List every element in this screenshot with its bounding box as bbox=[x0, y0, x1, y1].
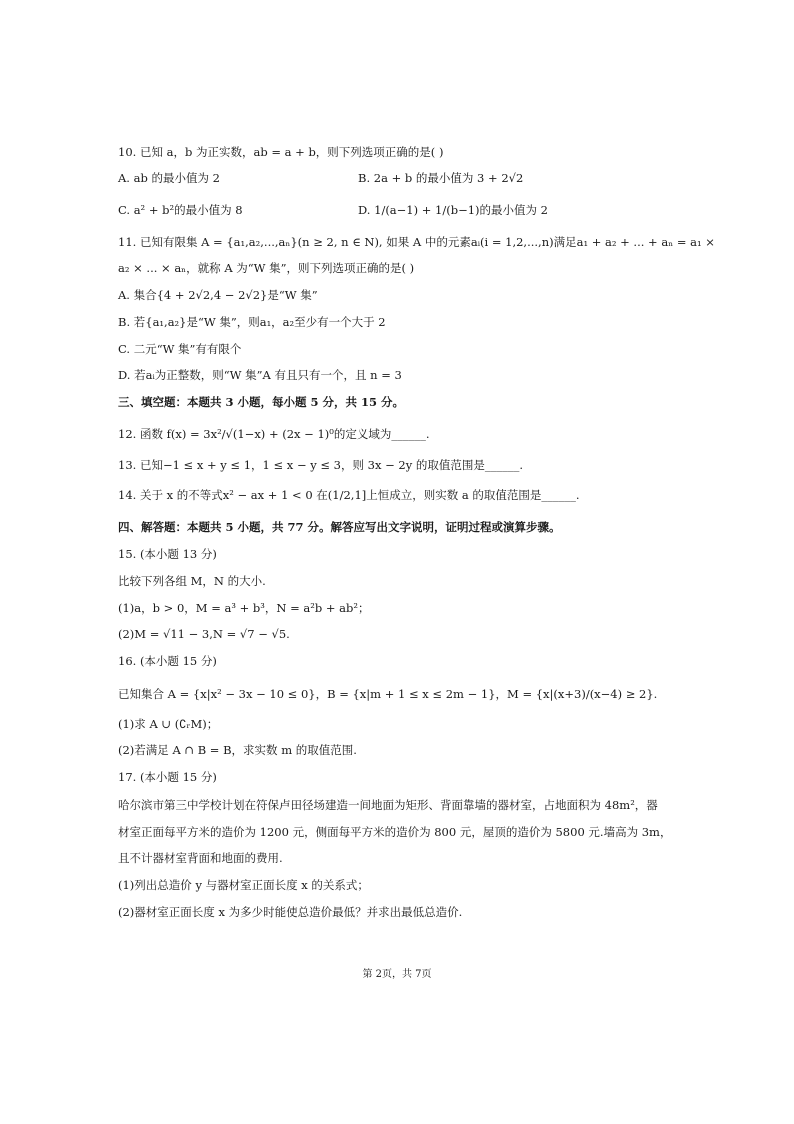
q10-stem: 10. 已知 a，b 为正实数，ab = a + b，则下列选项正确的是( ) bbox=[118, 145, 444, 159]
q13: 13. 已知−1 ≤ x + y ≤ 1，1 ≤ x − y ≤ 3，则 3x − 2y 的取值范围是______. bbox=[118, 458, 524, 472]
q11-stem-line1: 11. 已知有限集 A = {a₁,a₂,...,aₙ}(n ≥ 2, n ∈ N), 如果 A 中的元素aᵢ(i = 1,2,...,n)满足a₁ + a₂ + ... + aₙ = a₁ × bbox=[118, 235, 715, 249]
q11-option-d: D. 若aᵢ为正整数，则“W 集”A 有且只有一个，且 n = 3 bbox=[118, 368, 402, 382]
q15-intro: 比较下列各组 M，N 的大小. bbox=[118, 574, 266, 588]
q12: 12. 函数 f(x) = 3x²/√(1−x) + (2x − 1)⁰的定义域为______. bbox=[118, 427, 430, 441]
page-number: 第 2页，共 7页 bbox=[362, 969, 432, 980]
q10-option-d: D. 1/(a−1) + 1/(b−1)的最小值为 2 bbox=[358, 203, 548, 217]
q10-option-c: C. a² + b²的最小值为 8 bbox=[118, 203, 243, 217]
q16-intro: 已知集合 A = {x|x² − 3x − 10 ≤ 0}，B = {x|m + 1 ≤ x ≤ 2m − 1}，M = {x|(x+3)/(x−4) ≥ 2}. bbox=[118, 687, 658, 701]
q15-header: 15. (本小题 13 分) bbox=[118, 547, 217, 561]
q14: 14. 关于 x 的不等式x² − ax + 1 < 0 在(1/2,1]上恒成立，则实数 a 的取值范围是______. bbox=[118, 488, 580, 502]
section-4-heading: 四、解答题：本题共 5 小题，共 77 分。解答应写出文字说明，证明过程或演算步骤。 bbox=[118, 520, 561, 534]
q15-part-1: (1)a，b > 0，M = a³ + b³，N = a²b + ab²； bbox=[118, 601, 370, 615]
q17-part-1: (1)列出总造价 y 与器材室正面长度 x 的关系式； bbox=[118, 878, 369, 892]
q10-option-a: A. ab 的最小值为 2 bbox=[118, 171, 220, 185]
q16-part-2: (2)若满足 A ∩ B = B，求实数 m 的取值范围. bbox=[118, 743, 357, 757]
q11-option-b: B. 若{a₁,a₂}是“W 集”，则a₁，a₂至少有一个大于 2 bbox=[118, 315, 386, 329]
q11-option-a: A. 集合{4 + 2√2,4 − 2√2}是“W 集” bbox=[118, 288, 318, 302]
q11-stem-line2: a₂ × ... × aₙ，就称 A 为“W 集”，则下列选项正确的是( ) bbox=[118, 261, 415, 275]
q10-option-b: B. 2a + b 的最小值为 3 + 2√2 bbox=[358, 171, 524, 185]
q17-part-2: (2)器材室正面长度 x 为多少时能使总造价最低？并求出最低总造价. bbox=[118, 905, 463, 919]
q11-option-c: C. 二元“W 集”有有限个 bbox=[118, 342, 242, 356]
q17-body-line2: 材室正面每平方米的造价为 1200 元，侧面每平方米的造价为 800 元，屋顶的造价为 5800 元.墙高为 3m， bbox=[118, 825, 672, 839]
q17-body-line3: 且不计器材室背面和地面的费用. bbox=[118, 851, 283, 865]
q17-header: 17. (本小题 15 分) bbox=[118, 770, 217, 784]
q16-part-1: (1)求 A ∪ (∁ᵣM)； bbox=[118, 717, 219, 731]
q17-body-line1: 哈尔滨市第三中学校计划在符保卢田径场建造一间地面为矩形、背面靠墙的器材室，占地面积为 48m²，器 bbox=[118, 798, 658, 812]
q16-header: 16. (本小题 15 分) bbox=[118, 654, 217, 668]
section-3-heading: 三、填空题：本题共 3 小题，每小题 5 分，共 15 分。 bbox=[118, 395, 405, 409]
q15-part-2: (2)M = √11 − 3,N = √7 − √5. bbox=[118, 627, 290, 641]
